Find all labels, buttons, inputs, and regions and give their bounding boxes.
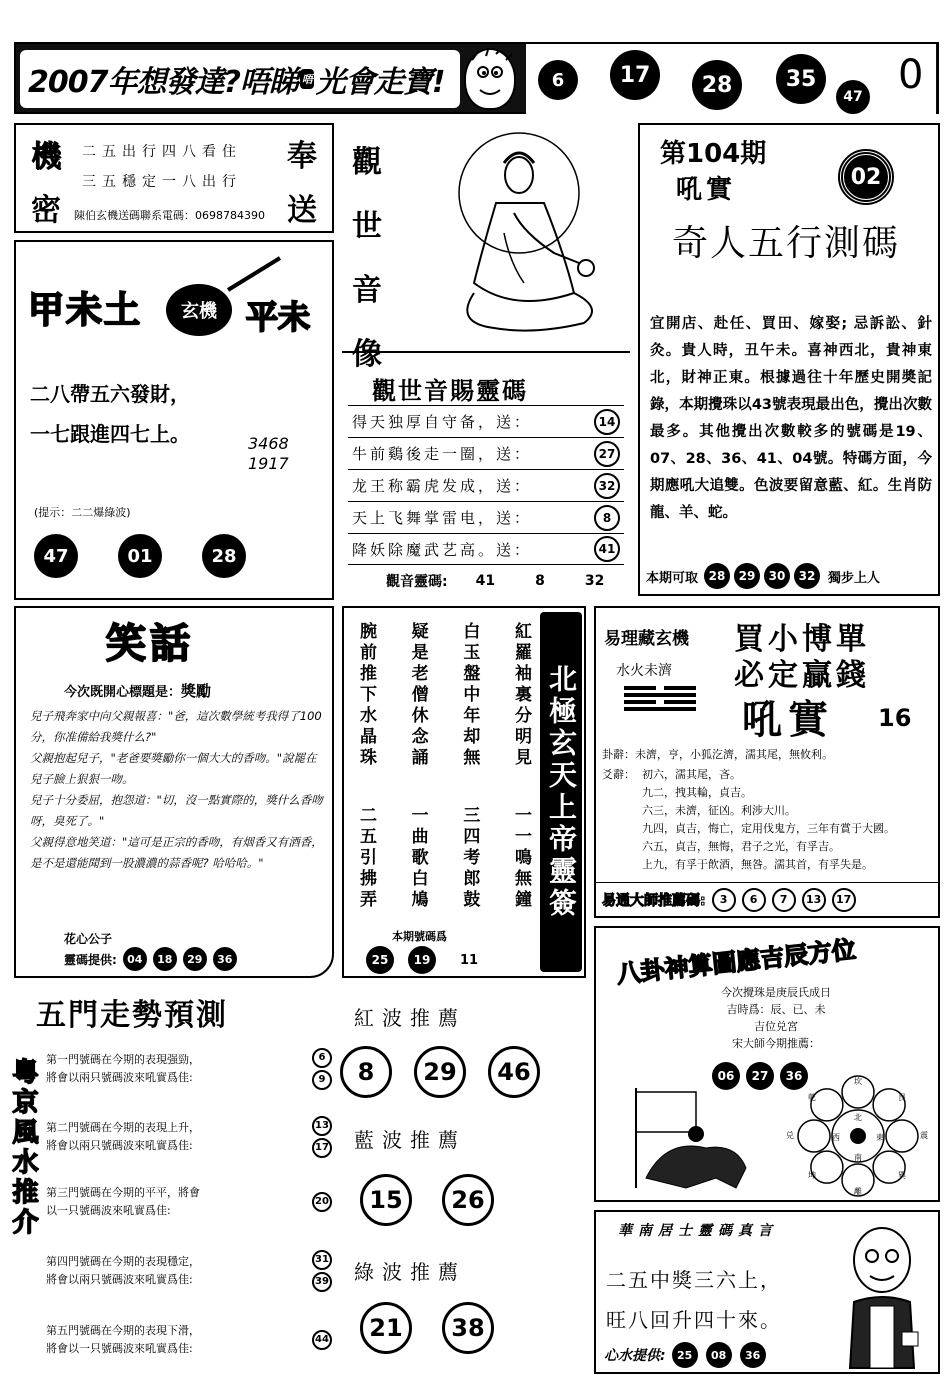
yili-yao-block: [602, 766, 932, 874]
bagua-trigram: 坎: [854, 1077, 862, 1086]
jimi-char: 密: [31, 193, 61, 228]
number-ball: 36: [213, 947, 237, 971]
bagua-dir: 東: [876, 1133, 884, 1142]
number-ball: 04: [123, 947, 147, 971]
wumen-section: [8, 990, 336, 1370]
guanyin-line-text: 龙王称霸虎发成，送：: [352, 477, 533, 495]
yili-yao: 九四，貞吉，悔亡，定用伐鬼方，三年有賞于大國。: [642, 822, 895, 835]
bagua-trigram: 艮: [898, 1093, 906, 1102]
bagua-box: [594, 926, 940, 1202]
qiren-footer-end: 獨步上人: [828, 570, 881, 586]
jimi-contact: 陳伯玄機送碼聯系電碼：0698784390: [74, 209, 265, 222]
wumen-item: [46, 1250, 332, 1292]
beiji-col: 腕前推下水晶珠: [356, 622, 376, 769]
xiaohua-box: [14, 606, 334, 978]
jushi-line1: 二五中獎三六上，: [606, 1268, 782, 1292]
yili-yao-label: 爻辭：: [602, 768, 635, 781]
number-ball: 25: [672, 1342, 698, 1368]
bagua-line: 吉時爲：辰、已、未: [726, 1003, 826, 1016]
jimi-line2: 三五穩定一八出行: [82, 174, 242, 190]
qiren-hou: 吼實: [676, 175, 737, 205]
bagua-trigram: 坤: [808, 1171, 816, 1180]
guanyin-line: [348, 533, 624, 565]
qiren-body: 宜開店、赴任、買田、嫁娶; 忌訴訟、針灸。貴人時，丑午未。喜神西北，貴神東北，財神正東。根據過往十年歷史開奬記錄，本期攪珠以43號表現最出色，攪出次數最多。其他攪出次數較多的號碼是19、07、28、36、41、04號。特碼方面，今期應吼大追雙。色波要留意藍、紅。生肖防龍、羊、蛇。: [650, 316, 932, 521]
beiji-col: 紅羅袖裏分明見: [510, 622, 531, 769]
yili-box: [594, 606, 940, 918]
bagua-title: 八卦神算圖應吉辰方位: [615, 935, 858, 989]
xuanji-line1: 二八帶五六發財，: [30, 382, 190, 406]
jushi-footer: [604, 1342, 766, 1368]
guanyin-title-char: 像: [352, 337, 382, 372]
number-ball: 6: [312, 1048, 332, 1068]
number-ball: 30: [764, 563, 790, 589]
guanyin-title-char: 世: [352, 209, 382, 244]
number-ball: 36: [780, 1062, 808, 1090]
yili-big1: 買小博單: [734, 622, 870, 657]
guanyin-line-num: 41: [594, 536, 620, 562]
number-ball: 46: [488, 1046, 540, 1098]
banner-title: [20, 50, 460, 108]
wumen-item: [46, 1322, 332, 1358]
jimi-line1: 二五出行四八看住: [82, 144, 242, 160]
number-ball: 3: [712, 888, 736, 912]
banner-ball: 17: [610, 50, 660, 100]
guanyin-line-num: 27: [594, 441, 620, 467]
wumen-item-line: 第二門號碼在今期的表現上升，: [46, 1121, 200, 1134]
beiji-col: 白玉盤中年却無: [459, 622, 480, 769]
number-ball: 29: [734, 563, 760, 589]
xiaohua-para: 兒子飛奔家中向父親報喜："爸，這次數學統考我得了100分，你准備給我獎什么?": [30, 709, 322, 744]
number-ball: 47: [34, 534, 78, 578]
guanyin-line-text: 牛前鷄後走一圈，送：: [352, 445, 533, 463]
yili-big2: 必定贏錢: [734, 658, 870, 693]
number-ball: 19: [408, 946, 436, 974]
banner-ball: 28: [692, 60, 742, 110]
beiji-poem-top: [354, 622, 534, 802]
guanyin-line-num: 8: [594, 505, 620, 531]
jushi-box: [594, 1210, 940, 1374]
number-ball: 21: [360, 1302, 412, 1354]
bo-blue-balls: [360, 1174, 494, 1226]
magnifier-icon: [224, 254, 284, 294]
guanyin-line: [348, 501, 624, 533]
yili-title: 易理藏玄機: [604, 629, 689, 649]
hexagram-icon: [624, 686, 698, 712]
xuanji-big-text2: 平未: [246, 298, 311, 336]
xiaohua-para: 父親得意地笑道："這可是正宗的香吻，有烟香又有酒香，是不是還能聞到一股濃濃的蒜香呢? 哈哈哈。": [30, 835, 323, 870]
number-ball: 17: [312, 1138, 332, 1158]
beiji-col: 三四考郎鼓: [459, 806, 480, 911]
guanyin-line-text: 天上飞舞掌雷电，送：: [352, 509, 533, 527]
xiaohua-title: 笑話: [106, 621, 194, 667]
jimi-box: [14, 123, 334, 233]
yili-gua-name: 水火未濟: [616, 663, 672, 679]
xuanji-header: [24, 272, 324, 362]
old-man-cartoon-icon: [830, 1222, 934, 1370]
xuanji-box: [14, 240, 334, 600]
wumen-item-line: 第五門號碼在今期的表現下滑，: [46, 1324, 200, 1337]
yili-footer: [596, 882, 938, 916]
number-ball: 32: [794, 563, 820, 589]
wumen-item-line: 將會以兩只號碼波來吼實爲佳:: [46, 1273, 193, 1286]
number-ball: 06: [712, 1062, 740, 1090]
rider-illustration-icon: [616, 1088, 766, 1198]
number-ball: 9: [312, 1070, 332, 1090]
jimi-char: 奉: [287, 139, 317, 174]
number-ball: 38: [442, 1302, 494, 1354]
beiji-col: 一曲歌白鳩: [407, 806, 428, 911]
guanyin-footer-num: 8: [535, 573, 545, 589]
number-ball: 17: [832, 888, 856, 912]
beiji-box: [342, 606, 586, 978]
bagua-trigram: 巽: [898, 1171, 906, 1180]
xiaohua-para: 父親抱起兒子，"老爸要獎勵你一個大大的香吻。"說罷在兒子臉上狠狠一吻。: [30, 751, 317, 786]
wumen-item-line: 第一門號碼在今期的表現强勁，: [46, 1053, 200, 1066]
number-ball: 15: [360, 1174, 412, 1226]
beiji-vertical-title: 北極玄天上帝靈簽: [540, 612, 582, 972]
number-ball: 29: [183, 947, 207, 971]
guanyin-divider: [342, 351, 630, 353]
xiaohua-footer-label2: 靈碼提供:: [64, 952, 117, 967]
guanyin-footer: [386, 571, 604, 591]
number-ball: 01: [118, 534, 162, 578]
xuanji-big-text: 甲未土: [28, 290, 143, 331]
jushi-line2: 旺八回升四十來。: [606, 1308, 782, 1332]
beiji-col: 疑是老僧休念誦: [407, 622, 428, 769]
xiaohua-footer-row: [64, 947, 237, 971]
bagua-lines: [666, 984, 886, 1052]
banner-ball-outline: 0: [898, 52, 924, 98]
guanyin-footer-num: 32: [584, 573, 605, 589]
jushi-footer-label: 心水提供:: [604, 1348, 666, 1364]
number-ball: 26: [442, 1174, 494, 1226]
banner-ball: 35: [776, 54, 826, 104]
yili-footer-label: 易通大師推薦碼:: [602, 892, 706, 909]
number-ball: 08: [706, 1342, 732, 1368]
guanyin-line: [348, 469, 624, 501]
number-ball: 7: [772, 888, 796, 912]
xiaohua-body: [30, 706, 326, 874]
guanyin-title-char: 音: [352, 273, 382, 308]
number-ball: 6: [742, 888, 766, 912]
face-icon: [466, 50, 514, 108]
xuanji-balls: [34, 534, 246, 578]
bagua-dir: 西: [832, 1133, 840, 1142]
bo-green-title: 綠波推薦: [354, 1260, 466, 1284]
jimi-left-chars: [22, 131, 70, 229]
wumen-item-line: 以一只號碼波來吼實爲佳:: [46, 1204, 171, 1217]
xiaohua-headline: [64, 680, 211, 701]
guanyin-footer-label: 觀音靈碼:: [386, 574, 448, 590]
number-ball: 18: [153, 947, 177, 971]
number-ball: 13: [802, 888, 826, 912]
qiren-title: 奇人五行測碼: [672, 223, 901, 264]
xuanji-hint: (提示：二二爆綠波): [34, 506, 131, 519]
qiren-ball: 02: [840, 151, 892, 203]
bo-section: [340, 990, 590, 1370]
beiji-footer-num: 11: [460, 952, 479, 968]
yili-hou: 吼實: [742, 697, 834, 743]
guanyin-footer-num: 41: [475, 573, 496, 589]
qiren-footer-label: 本期可取: [646, 570, 699, 586]
banner-small: 唔: [300, 69, 314, 89]
wumen-item: [46, 1184, 332, 1220]
banner-ball: 6: [538, 60, 578, 100]
yili-yao: 初六，濡其尾，吝。: [642, 768, 741, 781]
header-banner: [14, 42, 939, 114]
jimi-char: 機: [31, 139, 61, 174]
wumen-item-line: 將會以兩只號碼波來吼實爲佳:: [46, 1071, 193, 1084]
banner-text-end: 光會走寶!: [315, 65, 445, 100]
banner-ball-row: [526, 44, 936, 114]
number-ball: 39: [312, 1272, 332, 1292]
yili-hou-num: 16: [878, 704, 912, 732]
bagua-trigram: 離: [854, 1187, 862, 1196]
xiaohua-headline-text: 今次既開心標題是：: [64, 685, 182, 700]
number-ball: 20: [312, 1192, 332, 1212]
beiji-footer-label: 本期號碼爲: [392, 930, 447, 943]
yili-yao: 六五，貞吉，無悔，君子之光，有孚吉。: [642, 840, 840, 853]
guanyin-figure-icon: [414, 123, 624, 343]
xuanji-line2: 一七跟進四七上。: [30, 422, 190, 446]
banner-text: 2007年想發達?唔睇: [28, 65, 298, 100]
wumen-item-line: 將會以兩只號碼波來吼實爲佳:: [46, 1139, 193, 1152]
jimi-char: 送: [287, 193, 317, 228]
yili-gua-ci: 卦辭：未濟，亨，小狐汔濟，濡其尾，無攸利。: [602, 748, 833, 761]
bo-blue-title: 藍波推薦: [354, 1128, 466, 1152]
wumen-item-line: 將會以一只號碼波來吼實爲佳:: [46, 1342, 193, 1355]
number-ball: 29: [414, 1046, 466, 1098]
bo-red-balls: [340, 1046, 540, 1098]
wumen-item: [46, 1048, 332, 1090]
wumen-item-line: 第三門號碼在今期的平平，將會: [46, 1186, 200, 1199]
guanyin-line-num: 32: [594, 473, 620, 499]
guanyin-section: [342, 123, 630, 595]
wumen-side-title: 粵京風水推介: [8, 1058, 38, 1238]
guanyin-ling-title: 觀世音賜靈碼: [372, 377, 528, 405]
guanyin-line-text: 降妖除魔武艺高。送：: [352, 540, 533, 559]
bagua-dir: 南: [854, 1153, 862, 1162]
guanyin-lines: [348, 405, 624, 565]
xiaohua-headline-bold: 獎勵: [181, 682, 212, 700]
number-ball: 27: [746, 1062, 774, 1090]
bagua-trigram: 乾: [808, 1093, 816, 1102]
wumen-title: 五門走勢預測: [36, 998, 228, 1033]
bo-red-title: 紅波推薦: [354, 1006, 466, 1030]
cartoon-face: [464, 48, 516, 110]
number-ball: 28: [704, 563, 730, 589]
guanyin-line: [348, 405, 624, 437]
number-ball: 31: [312, 1250, 332, 1270]
number-ball: 8: [340, 1046, 392, 1098]
beiji-col: 二五引拂弄: [356, 806, 376, 911]
banner-ball: 47: [836, 80, 870, 114]
guanyin-title-column: [352, 137, 402, 373]
qiren-box: [638, 123, 940, 596]
bagua-line: 今次攪珠是庚辰氏成日: [721, 986, 831, 999]
bagua-line: 宋大師今期推薦：: [732, 1037, 820, 1050]
wumen-item-line: 第四門號碼在今期的表現穩定，: [46, 1255, 200, 1268]
number-ball: 44: [312, 1330, 332, 1350]
qiren-period: 第104期: [660, 139, 767, 169]
number-ball: 36: [740, 1342, 766, 1368]
xiaohua-footer: [64, 930, 237, 971]
qiren-footer: [646, 563, 880, 589]
bagua-trigram: 震: [920, 1131, 928, 1140]
guanyin-line: [348, 437, 624, 469]
bagua-trigram-labels: [780, 1074, 936, 1198]
bagua-line: 吉位兑宮: [754, 1020, 798, 1033]
jushi-title: 華南居士靈碼真言: [618, 1223, 778, 1239]
bagua-dir: 北: [854, 1113, 862, 1122]
xuanji-scribble: 3468 1917: [248, 434, 289, 473]
wumen-item: [46, 1116, 332, 1158]
guanyin-title-char: 觀: [352, 145, 382, 180]
yili-yao: 上九，有孚于飲酒，無咎。濡其首，有孚失是。: [642, 858, 873, 871]
guanyin-line-text: 得天独厚自守备，送：: [352, 413, 533, 431]
yili-yao: 九二，拽其輪，貞吉。: [642, 786, 752, 799]
number-ball: 28: [202, 534, 246, 578]
beiji-poem-bottom: [354, 806, 534, 926]
wumen-items: [46, 1048, 332, 1358]
xiaohua-para: 兒子十分委屈，抱怨道："切，沒一點實際的，獎什么香吻呀，臭死了。": [30, 793, 323, 828]
yili-yao: 六三，未濟，征凶。利涉大川。: [642, 804, 796, 817]
number-ball: 25: [366, 946, 394, 974]
jimi-right-chars: [278, 131, 326, 229]
bagua-trigram: 兑: [786, 1131, 794, 1140]
guanyin-line-num: 14: [594, 409, 620, 435]
xuanji-badge: 玄機: [166, 284, 232, 336]
beiji-col: 一一鳴無鐘: [510, 806, 531, 911]
xiaohua-footer-label1: 花心公子: [64, 932, 113, 946]
number-ball: 13: [312, 1116, 332, 1136]
beiji-footer-nums: [366, 946, 478, 974]
bo-green-balls: [360, 1302, 494, 1354]
